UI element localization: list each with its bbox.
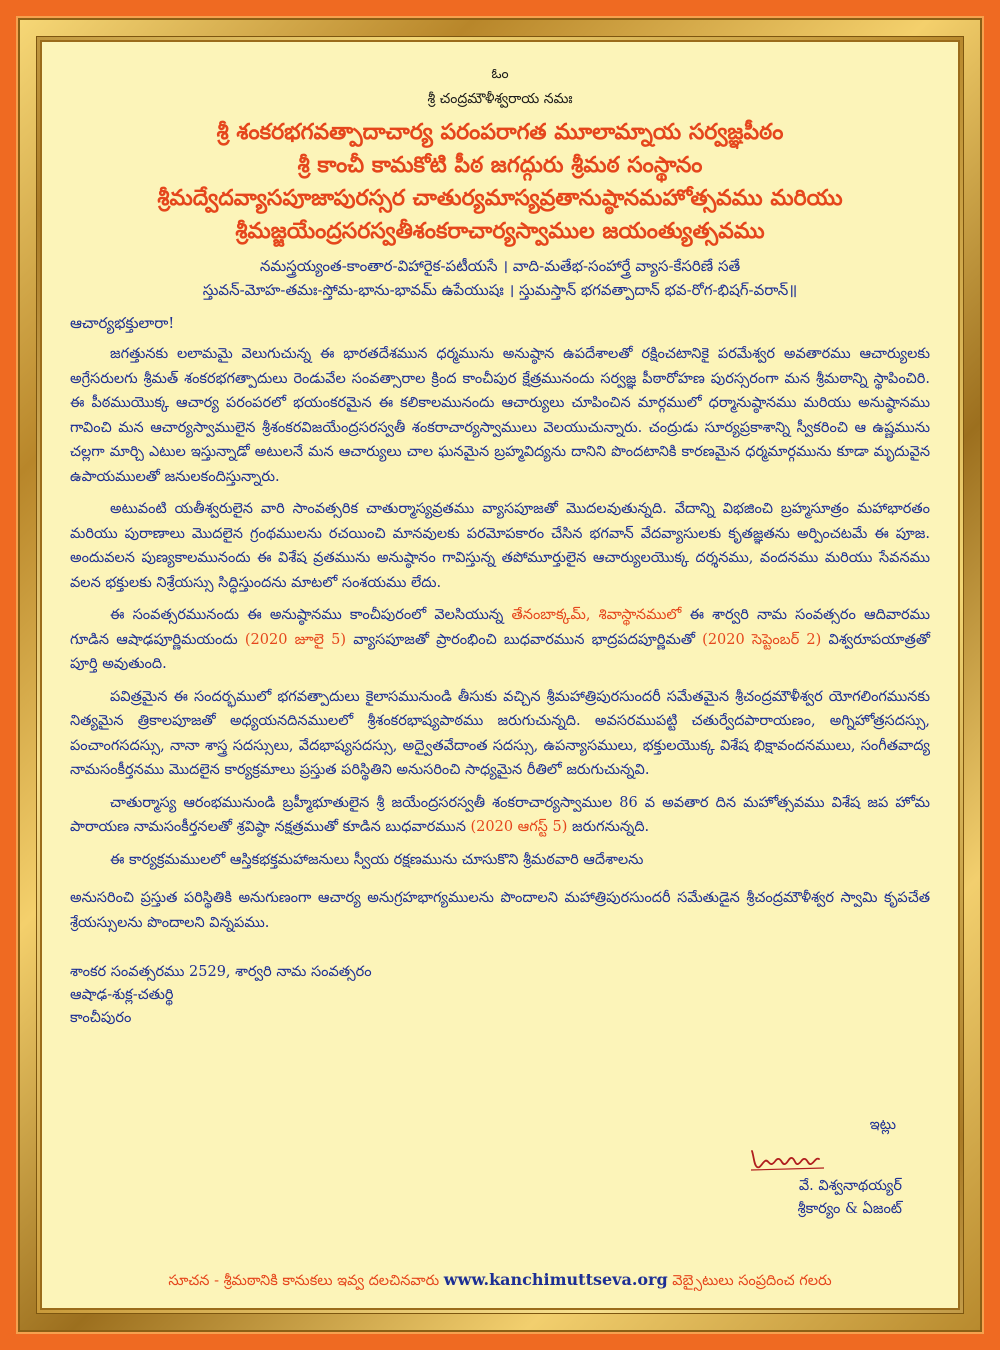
paragraph-2: అటువంటి యతీశ్వరులైన వారి సాంవత్సరిక చాతుర్మాస్యవ్రతము వ్యాసపూజతో మొదలవుతున్నది. వేదాన్ని విభజించి బ్రహ్మసూత్రం మహాభారతం మరియు పురాణాలు మొదలైన గ్రంథములను రచయించి మానవులకు పరమోపకారం చేసిన భగవాన్ వేదవ్యాసులకు కృతజ్ఞతను అర్పించటమే ఈ పూజ. అందువలన పుణ్యకాలమునందు ఈ విశేష వ్రతమును అనుష్ఠానం గావిస్తున్న తపోమూర్తులైన ఆచార్యులయొక్క దర్శనము, వందనము మరియు సేవనము వలన భక్తులకు నిశ్రేయస్సు సిద్ధిస్తుందను మాటలో సంశయము లేదు. — [70, 501, 930, 591]
paragraph-3 — [70, 603, 930, 677]
paragraph-3-part-d: విశ్వరూపయాత్రతో పూర్తి అవుతుంది. — [70, 631, 930, 672]
title-line-2: శ్రీ కాంచీ కామకోటి పీఠ జగద్గురు శ్రీమఠ సంస్థానం — [297, 152, 703, 178]
footer-prefix: సూచన - శ్రీమఠానికి కానుకలు ఇవ్వ దలచినవారు — [168, 1273, 444, 1289]
paragraph-3-part-a: ఈ సంవత్సరమునందు ఈ అనుష్ఠానము కాంచీపురంలో వెలసియున్న — [110, 607, 512, 623]
closing-year: శాంకర సంవత్సరము 2529, శార్వరి నామ సంవత్సరం — [70, 964, 372, 980]
paragraph-3-part-c: వ్యాసపూజతో ప్రారంభించి బుధవారమున భాద్రపదపూర్ణిమతో — [346, 631, 703, 648]
footer-note — [42, 1270, 958, 1293]
closing-tithi: ఆషాఢ-శుక్ల-చతుర్థి — [70, 987, 174, 1003]
handwritten-signature — [748, 1143, 838, 1173]
paragraph-5 — [70, 791, 930, 840]
signatory-name: వే. విశ్వనాథయ్యర్ — [798, 1178, 902, 1194]
footer-suffix: వెబ్సైటులు సంప్రదించ గలరు — [667, 1273, 832, 1289]
title-line-3: శ్రీమద్వేదవ్యాసపూజాపురస్సర చాతుర్యమాస్యవ్రతానుష్ఠానమహోత్సవము మరియు — [157, 185, 843, 211]
invocation: శ్రీ చంద్రమౌళీశ్వరాయ నమః — [427, 91, 573, 107]
signatory-role: శ్రీకార్యం & ఏజంట్ — [797, 1201, 902, 1217]
verse-line-1: నమస్త్రయ్యంత-కాంతార-విహారైక-పటీయసే । వాది-మతేభ-సంహార్త్రే వ్యాస-కేసరిణే సతే — [259, 257, 741, 275]
closing-place: కాంచీపురం — [70, 1010, 132, 1026]
itlu-text: ఇట్లు — [869, 1117, 896, 1133]
paragraph-5-part-a: చాతుర్మాస్య ఆరంభమునుండి బ్రహ్మీభూతులైన శ్రీ జయేంద్రసరస్వతీ శంకరాచార్యస్వాముల 86 వ అవతార దిన మహోత్సవము విశేష జప హోమ పారాయణ నామసంకీర్తనలతో శ్రవిష్ఠా నక్షత్రముతో కూడిన బుధవారమున — [70, 794, 930, 835]
paragraph-6: ఈ కార్యక్రమములలో ఆస్తికభక్తమహాజనులు స్వీయ రక్షణమును చూసుకొని శ్రీమఠవారి ఆదేశాలను — [110, 851, 644, 868]
start-date-highlight: (2020 జూలై 5) — [244, 631, 347, 648]
paragraph-3-part-b: ఈ శార్వరి నామ సంవత్సరం ఆదివారము గూడిన ఆషాఢపూర్ణిమయందు — [70, 607, 931, 648]
paragraph-4: పవిత్రమైన ఈ సందర్భములో భగవత్పాదులు కైలాసమునుండి తీసుకు వచ్చిన శ్రీమహాత్రిపురసుందరీ సమేతమైన శ్రీచంద్రమౌళీశ్వర యోగలింగమునకు నిత్యమైన త్రికాలపూజతో అధ్యయనదినములలో శ్రీశంకరభాష్యపాఠము జరుగుచున్నది. అవసరముపట్టి చతుర్వేదపారాయణం, అగ్నిహోత్రసదస్సు, పంచాంగసదస్సు, నానా శాస్త్ర సదస్సులు, వేదభాష్యసదస్సు, అద్వైతవేదాంత సదస్సు, ఉపన్యాసములు, భక్తులయొక్క విశేష భిక్షావందనములు, సంగీతవాద్య నామసంకీర్తనము మొదలైన కార్యక్రమాలు ప్రస్తుత పరిస్థితిని అనుసరించి సాధ్యమైన రీతిలో జరుగుచున్నవి. — [70, 688, 930, 778]
closing-block — [70, 961, 930, 1030]
end-date-highlight: (2020 సెప్టెంబర్ 2) — [702, 631, 822, 648]
venue-highlight: తేనంబాక్కమ్, శివాస్థానములో — [511, 607, 682, 623]
salutation: ఆచార్యభక్తులారా! — [70, 314, 175, 332]
jayanti-date-highlight: (2020 ఆగస్ట్ 5) — [470, 819, 568, 835]
om-symbol: ఓం — [491, 66, 509, 82]
verse-line-2: స్తువన్-మోహ-తమః-స్తోమ-భాను-భావమ్ ఉపేయుషః । స్తుమస్తాన్ భగవత్పాదాన్ భవ-రోగ-భిషగ్-వరాన్॥ — [202, 281, 798, 299]
title-line-4: శ్రీమజ్జయేంద్రసరస్వతీశంకరాచార్యస్వాముల జయంత్యుత్సవము — [235, 218, 765, 244]
title-line-1: శ్రీ శంకరభగవత్పాదాచార్య పరంపరాగత మూలామ్నాయ సర్వజ్ఞపీఠం — [216, 119, 784, 145]
website-link[interactable]: www.kanchimuttseva.org — [443, 1270, 668, 1289]
letter-paper — [40, 40, 960, 1310]
paragraph-1: జగత్తునకు లలామమై వెలుగుచున్న ఈ భారతదేశమున ధర్మమును అనుష్ఠాన ఉపదేశాలతో రక్షించటానికై పరమేశ్వర అవతారము ఆచార్యులకు అగ్రేసరులగు శ్రీమత్ శంకరభగత్పాదులు రెండువేల సంవత్సారాల క్రింద కాంచీపుర క్షేత్రమునందు సర్వజ్ఞ పీఠారోహణ పురస్సరంగా మన శ్రీమఠాన్ని స్థాపించిరి. ఈ పీఠముయొక్క ఆచార్య పరంపరలో భయంకరమైన ఈ కలికాలమునందు ఆచార్యులు చూపించిన మార్గములో ధర్మానుష్ఠానము మరియు అనుష్ఠానము గావించి మన ఆచార్యస్వాములైన శ్రీశంకరవిజయేంద్రసరస్వతీ శంకరాచార్యస్వాములు వెలయుచున్నారు. చంద్రుడు సూర్యప్రకాశాన్ని స్వీకరించి ఆ ఉష్ణమును చల్లగా మార్చి ఎటుల ఇస్తున్నాడో అటులనే మన ఆచార్యులు చాల ఘనమైన బ్రహ్మవిద్యను దానిని పొందటానికి కారణమైన ధర్మమార్గమును కూడా మృదువైన ఉపాయములతో జనులకందిస్తున్నారు. — [70, 346, 930, 485]
paragraph-7: అనుసరించి ప్రస్తుత పరిస్థితికి అనుగుణంగా ఆచార్య అనుగ్రహభాగ్యములను పొందాలని మహాత్రిపురసుందరీ సమేతుడైన శ్రీచంద్రమౌళీశ్వర స్వామి కృపచేత శ్రేయస్సులను పొందాలని విన్నపము. — [70, 890, 930, 931]
paragraph-5-part-b: జరుగనున్నది. — [567, 819, 650, 835]
signature-block — [732, 1114, 902, 1221]
